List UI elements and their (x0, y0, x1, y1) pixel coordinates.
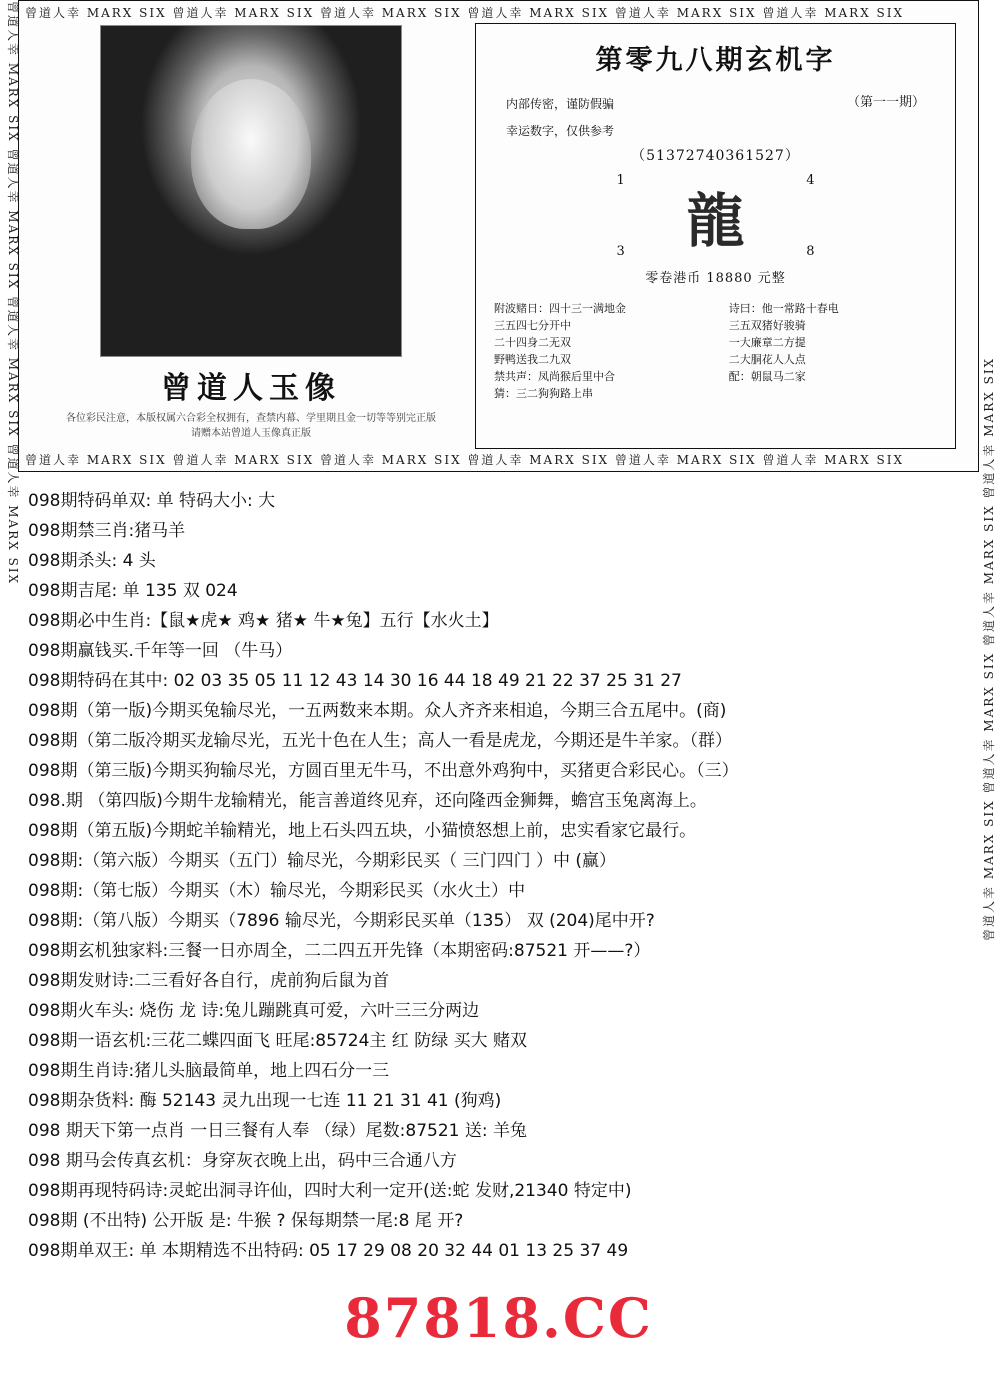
dragon-corner-top-left: 1 (616, 173, 625, 188)
verse-left-column (494, 300, 702, 402)
verse-left-line-5: 猜：三二狗狗路上串 (494, 387, 593, 400)
dragon-figure (611, 171, 821, 261)
portrait-photo (100, 25, 402, 357)
forecast-line: 098期单双王: 单 本期精选不出特码: 05 17 29 08 20 32 44 01 13 25 37 49 (28, 1241, 629, 1261)
dragon-glyph: 龍 (686, 187, 745, 255)
verse-right-line-4: 配：朝鼠马二家 (728, 370, 806, 383)
forecast-line: 098期特码单双: 单 特码大小: 大 (28, 491, 276, 511)
forecast-line: 098期玄机独家料:三餐一日亦周全，二二四五开先锋（本期密码:87521 开——?） (28, 941, 651, 961)
forecast-line: 098期（第二版冷期买龙输尽光，五光十色在人生；高人一看是虎龙，今期还是牛羊家。（群） (28, 731, 732, 751)
forecast-line: 098期（第三版)今期买狗输尽光，方圆百里无牛马，不出意外鸡狗中，买猪更合彩民心。（三） (28, 761, 739, 781)
dragon-corner-bottom-right: 8 (806, 244, 815, 259)
notice-panel (475, 23, 956, 449)
forecast-line: 098期:（第七版）今期买（木）输尽光，今期彩民买（水火土）中 (28, 881, 526, 901)
marquee-bottom: 曾道人幸 MARX SIX 曾道人幸 MARX SIX 曾道人幸 MARX SIX 曾道人幸 MARX SIX 曾道人幸 MARX SIX 曾道人幸 MARX SIX (25, 453, 905, 467)
forecast-line: 098期吉尾: 单 135 双 024 (28, 581, 238, 601)
forecast-line: 098期禁三肖:猪马羊 (28, 521, 186, 541)
dragon-corner-bottom-left: 3 (616, 244, 625, 259)
verse-left-line-2: 二十四身二无双 (494, 336, 571, 349)
verse-left-head: 附波赌日：四十三一满地金 (494, 302, 626, 315)
forecast-line: 098期:（第八版）今期买（7896 输尽光，今期彩民买单（135） 双 (204)尾中开? (28, 911, 655, 931)
forecast-line: 098期赢钱买.千年等一回 （牛马） (28, 641, 293, 661)
forecast-line: 098期 (不出特) 公开版 是: 牛猴 ? 保每期禁一尾:8 尾 开? (28, 1211, 464, 1231)
notice-title: 第零九八期玄机字 (595, 45, 836, 76)
notice-price: 零卷港币 18880 元整 (645, 271, 786, 286)
forecast-line: 098期必中生肖:【鼠★虎★ 鸡★ 猪★ 牛★兔】五行【水火土】 (28, 611, 499, 631)
verse-right-head: 诗曰：他一常路十春电 (728, 302, 839, 315)
forecast-line: 098期杂货料: 酶 52143 灵九出现一七连 11 21 31 41 (狗鸡) (28, 1091, 502, 1111)
verse-left-line-3: 野鸭送我二九双 (494, 353, 571, 366)
site-watermark: 87818.CC (344, 1286, 653, 1350)
portrait-block (41, 23, 461, 449)
forecast-line: 098.期 （第四版)今期牛龙输精光，能言善道终见弃，还向隆西金狮舞，蟾宫玉兔离海上。 (28, 791, 707, 811)
forecast-line: 098期生肖诗:猪儿头脑最简单，地上四石分一三 (28, 1061, 390, 1081)
portrait-note: 各位彩民注意，本版权属六合彩全权拥有，查禁内幕、学里期且金一切等等别完正版请赠本站曾道人玉像真正版 (66, 413, 436, 439)
notice-sub-2: 幸运数字，仅供参考 (506, 124, 615, 138)
forecast-line: 098期再现特码诗:灵蛇出洞寻许仙，四时大利一定开(送:蛇 发财,21340 特定中) (28, 1181, 632, 1201)
portrait-title: 曾道人玉像 (161, 371, 341, 406)
marquee-right: 曾道人幸 MARX SIX 曾道人幸 MARX SIX 曾道人幸 MARX SIX 曾道人幸 MARX SIX (982, 356, 996, 941)
notice-sub-1: 内部传密，谨防假骗 (506, 97, 615, 111)
dragon-corner-top-right: 4 (806, 173, 815, 188)
verse-right-column (729, 300, 937, 402)
forecast-line: 098期杀头: 4 头 (28, 551, 156, 571)
verse-right-line-2: 一大廉章二方提 (728, 336, 806, 349)
forecast-line: 098期（第五版)今期蛇羊输精光，地上石头四五块，小猫愤怒想上前，忠实看家它最行。 (28, 821, 697, 841)
marquee-left: 曾道人幸 MARX SIX 曾道人幸 MARX SIX 曾道人幸 MARX SIX 曾道人幸 MARX SIX (6, 1, 20, 586)
notice-code: （51372740361527） (631, 148, 800, 164)
forecast-line: 098期一语玄机:三花二蝶四面飞 旺尾:85724主 红 防绿 买大 赌双 (28, 1031, 528, 1051)
verse-right-line-3: 二大胴花人人点 (728, 353, 806, 366)
forecast-line: 098期特码在其中: 02 03 35 05 11 12 43 14 30 16 44 18 49 21 22 37 25 31 27 (28, 671, 682, 691)
forecast-line: 098 期天下第一点肖 一日三餐有人奉 （绿）尾数:87521 送: 羊兔 (28, 1121, 528, 1141)
notice-issue: （第一一期） (846, 95, 925, 110)
forecast-line: 098期火车头: 烧伤 龙 诗:兔儿蹦跳真可爱，六叶三三分两边 (28, 1001, 480, 1021)
forecast-line: 098期:（第六版）今期买（五门）输尽光，今期彩民买（ 三门四门 ）中 (赢） (28, 851, 617, 871)
verse-left-line-1: 三五四七分开中 (494, 319, 571, 332)
marquee-top: 曾道人幸 MARX SIX 曾道人幸 MARX SIX 曾道人幸 MARX SIX 曾道人幸 MARX SIX 曾道人幸 MARX SIX 曾道人幸 MARX SIX (25, 6, 905, 20)
verse-left-line-4: 禁共声：凤尚猴后里中合 (494, 370, 615, 383)
verse-right-line-1: 三五双猪好骏骑 (728, 319, 806, 332)
forecast-line: 098期（第一版)今期买兔输尽光，一五两数来本期。众人齐齐来相追，今期三合五尾中。(商) (28, 701, 727, 721)
forecast-line: 098 期马会传真玄机：身穿灰衣晚上出，码中三合通八方 (28, 1151, 457, 1171)
forecast-line: 098期发财诗:二三看好各自行，虎前狗后鼠为首 (28, 971, 390, 991)
